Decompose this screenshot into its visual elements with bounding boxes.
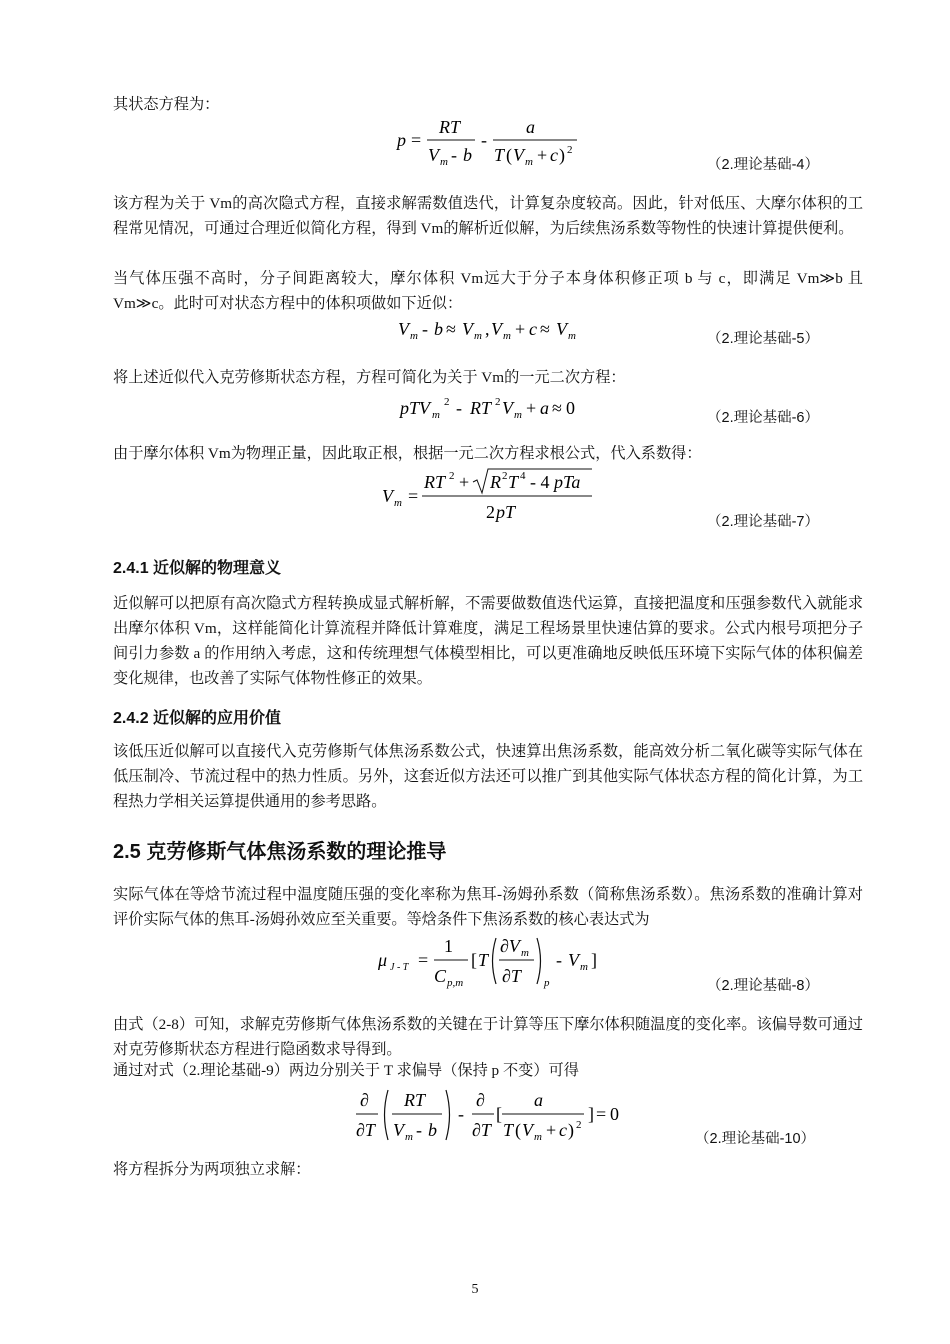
svg-text:∂: ∂ — [476, 1090, 485, 1110]
paragraph-positive-root: 由于摩尔体积 Vm为物理正量，因此取正根，根据一元二次方程求根公式，代入系数得： — [113, 445, 702, 462]
paragraph-low-pressure: 当气体压强不高时，分子间距离较大，摩尔体积 Vm远大于分子本身体积修正项 b 与 c，即满足 Vm≫b 且 Vm≫c。此时可对状态方程中的体积项做如下近似： — [113, 270, 863, 312]
svg-text:=: = — [418, 950, 429, 970]
svg-text:[: [ — [471, 950, 477, 970]
paragraph-application: 该低压近似解可以直接代入克劳修斯气体焦汤系数公式，快速算出焦汤系数，能高效分析二氧化碳等实际气体在低压制冷、节流过程中的热力性质。另外，这套近似方法还可以推广到其他实际气体状态方程的简化计算，为工程热力学相关运算提供通用的参考思路。 — [113, 743, 863, 810]
svg-text:RT: RT — [404, 1090, 426, 1110]
svg-text:-: - — [451, 145, 457, 165]
paragraph-physical-meaning: 近似解可以把原有高次隐式方程转换成显式解析解，不需要做数值迭代运算，直接把温度和压强参数代入就能求出摩尔体积 Vm，这样能简化计算流程并降低计算难度，满足工程场景里快速估算的要求。公式内根号项把分子间引力参数 a 的作用纳入考虑，这和传统理想气体模型相比，可以更准确地反映低压环境下实际气体的体积偏差变化规律，也改善了实际气体物性修正的效果。 — [113, 595, 863, 687]
paragraph-partial-derivative: 通过对式（2.理论基础-9）两边分别关于 T 求偏导（保持 p 不变）可得 — [113, 1062, 579, 1079]
svg-text:+: + — [546, 1120, 557, 1140]
svg-text:0: 0 — [610, 1104, 619, 1124]
svg-text:R: R — [490, 472, 501, 492]
paragraph-split: 将方程拆分为两项独立求解： — [113, 1161, 311, 1178]
svg-text:V: V — [462, 319, 473, 339]
svg-text:]: ] — [588, 1104, 594, 1124]
svg-text:V: V — [502, 398, 513, 418]
svg-text:a: a — [526, 117, 535, 137]
svg-text:): ) — [559, 145, 565, 165]
equation-label-6: （2.理论基础-6） — [707, 410, 819, 426]
svg-text:+: + — [459, 472, 470, 492]
svg-text:V: V — [428, 145, 439, 165]
svg-text:c: c — [550, 145, 558, 165]
svg-text:-: - — [456, 398, 462, 418]
svg-text:V: V — [491, 319, 502, 339]
svg-text:2: 2 — [567, 144, 573, 156]
svg-text:c: c — [529, 319, 537, 339]
svg-text:∂: ∂ — [360, 1090, 369, 1110]
svg-text:-: - — [458, 1104, 464, 1124]
svg-text:V: V — [568, 950, 579, 970]
svg-text:2: 2 — [449, 470, 455, 482]
svg-text:2: 2 — [576, 1119, 582, 1131]
svg-text:T: T — [503, 1120, 514, 1140]
paragraph-substitute: 将上述近似代入克劳修斯状态方程，方程可简化为关于 Vm的一元二次方程： — [113, 369, 626, 386]
svg-text:p,m: p,m — [447, 977, 464, 989]
svg-text:pTV: pTV — [400, 398, 431, 418]
svg-text:m: m — [534, 1131, 542, 1143]
svg-text:=: = — [411, 130, 422, 150]
svg-text:RT: RT — [470, 398, 492, 418]
svg-text:a: a — [534, 1090, 543, 1110]
svg-text:-: - — [422, 319, 428, 339]
svg-text:[: [ — [496, 1104, 502, 1124]
svg-text:2: 2 — [502, 470, 508, 482]
svg-text:-: - — [556, 950, 562, 970]
equation-10 — [354, 1084, 624, 1151]
svg-text:V: V — [522, 1120, 533, 1140]
svg-text:p: p — [544, 977, 550, 989]
svg-text:+: + — [515, 319, 526, 339]
equation-4 — [395, 116, 595, 179]
svg-text:+: + — [537, 145, 548, 165]
heading-2-4-1: 2.4.1 近似解的物理意义 — [113, 560, 282, 577]
svg-text:- 4: - 4 — [530, 472, 550, 492]
svg-text:4: 4 — [520, 470, 526, 482]
svg-text:p: p — [397, 130, 406, 150]
svg-text:=: = — [408, 486, 419, 506]
svg-text:≈: ≈ — [540, 319, 550, 339]
svg-text:m: m — [525, 156, 533, 168]
equation-5 — [396, 314, 596, 349]
heading-2-5: 2.5 克劳修斯气体焦汤系数的理论推导 — [113, 841, 447, 863]
svg-text:2: 2 — [486, 502, 495, 522]
svg-text:m: m — [410, 330, 418, 342]
svg-text:V: V — [513, 145, 524, 165]
svg-text:T: T — [508, 472, 519, 492]
svg-text:m: m — [440, 156, 448, 168]
equation-8 — [376, 930, 606, 999]
svg-text:b: b — [463, 145, 472, 165]
svg-text:(: ( — [506, 145, 512, 165]
svg-text:∂T: ∂T — [502, 966, 521, 986]
svg-text:V: V — [556, 319, 567, 339]
svg-text:V: V — [398, 319, 409, 339]
svg-text:pT: pT — [496, 502, 516, 522]
svg-text:(: ( — [515, 1120, 521, 1140]
svg-text:T: T — [478, 950, 489, 970]
svg-text:m: m — [503, 330, 511, 342]
svg-text:0: 0 — [566, 398, 575, 418]
svg-text:m: m — [394, 497, 402, 509]
svg-text:b: b — [428, 1120, 437, 1140]
svg-text:∂T: ∂T — [356, 1120, 375, 1140]
paragraph-joule-thomson: 实际气体在等焓节流过程中温度随压强的变化率称为焦耳-汤姆孙系数（简称焦汤系数）。焦汤系数的准确计算对评价实际气体的焦耳-汤姆孙效应至关重要。等焓条件下焦汤系数的核心表达式为 — [113, 886, 863, 928]
paragraph-vm-implicit: 该方程为关于 Vm的高次隐式方程，直接求解需数值迭代，计算复杂度较高。因此，针对低压、大摩尔体积的工程常见情况，可通过合理近似简化方程，得到 Vm的解析近似解，为后续焦汤系数等物性的快速计算提供便利。 — [113, 195, 863, 237]
svg-text:): ) — [568, 1120, 574, 1140]
svg-text:T: T — [494, 145, 505, 165]
svg-text:2: 2 — [444, 396, 450, 408]
svg-text:1: 1 — [444, 936, 453, 956]
equation-label-5: （2.理论基础-5） — [707, 331, 819, 347]
svg-text:pTa: pTa — [554, 472, 581, 492]
svg-text:c: c — [559, 1120, 567, 1140]
equation-label-7: （2.理论基础-7） — [707, 514, 819, 530]
equation-label-4: （2.理论基础-4） — [707, 157, 819, 173]
svg-text:V: V — [382, 486, 393, 506]
equation-label-8: （2.理论基础-8） — [707, 978, 819, 994]
svg-text:]: ] — [591, 950, 597, 970]
svg-text:≈: ≈ — [446, 319, 456, 339]
svg-text:,: , — [485, 319, 490, 339]
svg-text:C: C — [434, 966, 447, 986]
svg-text:μ: μ — [378, 950, 388, 970]
svg-text:RT: RT — [424, 472, 446, 492]
equation-label-10: （2.理论基础-10） — [695, 1131, 816, 1147]
svg-text:b: b — [434, 319, 443, 339]
svg-text:RT: RT — [439, 117, 461, 137]
svg-text:m: m — [474, 330, 482, 342]
paragraph-key-derivative: 由式（2-8）可知，求解克劳修斯气体焦汤系数的关键在于计算等压下摩尔体积随温度的变化率。该偏导数可通过对克劳修斯状态方程进行隐函数求导得到。 — [113, 1016, 863, 1058]
equation-6 — [398, 392, 588, 429]
svg-text:m: m — [580, 961, 588, 973]
svg-text:m: m — [405, 1131, 413, 1143]
svg-text:=: = — [596, 1104, 607, 1124]
svg-text:-: - — [481, 130, 487, 150]
svg-text:m: m — [521, 947, 529, 959]
svg-text:∂V: ∂V — [500, 936, 520, 956]
svg-text:V: V — [393, 1120, 404, 1140]
svg-text:J - T: J - T — [390, 962, 409, 973]
paragraph-intro: 其状态方程为： — [113, 96, 220, 113]
svg-text:m: m — [432, 409, 440, 421]
page-number: 5 — [471, 1282, 479, 1297]
svg-text:+: + — [526, 398, 537, 418]
equation-7 — [380, 466, 600, 533]
svg-text:m: m — [514, 409, 522, 421]
svg-text:∂T: ∂T — [472, 1120, 491, 1140]
svg-text:≈: ≈ — [552, 398, 562, 418]
heading-2-4-2: 2.4.2 近似解的应用价值 — [113, 710, 282, 727]
svg-text:2: 2 — [495, 396, 501, 408]
svg-text:a: a — [540, 398, 549, 418]
svg-text:-: - — [416, 1120, 422, 1140]
svg-text:m: m — [568, 330, 576, 342]
